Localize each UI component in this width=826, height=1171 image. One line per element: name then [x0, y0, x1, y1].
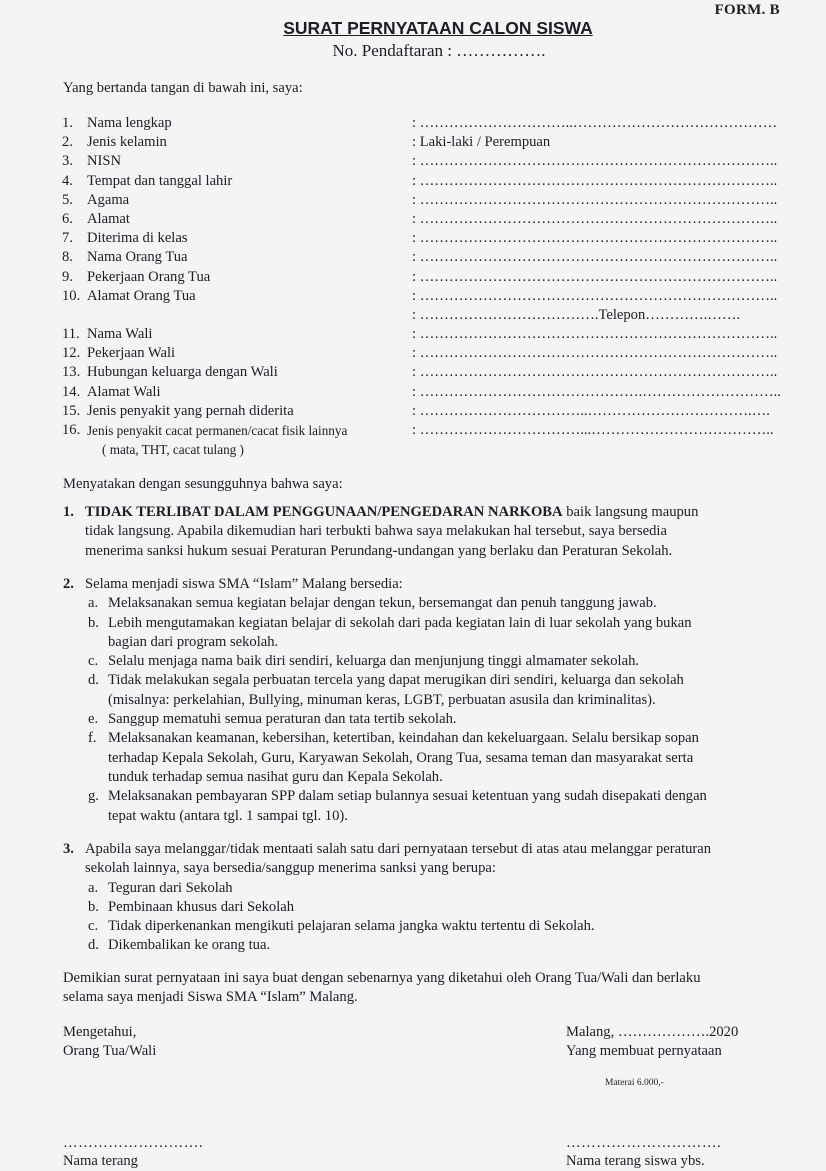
field-number: 5. — [62, 191, 73, 208]
field-value-input[interactable]: : ……………………………………………………………….. — [412, 268, 778, 285]
field-value-input[interactable]: : ……………………………………………………………….. — [412, 172, 778, 189]
field-label: Nama lengkap — [87, 115, 172, 131]
declaration-intro: Menyatakan dengan sesungguhnya bahwa saya: — [63, 476, 343, 492]
field-value-input[interactable]: : ……………………………………………………………….. — [412, 153, 778, 170]
field-number: 7. — [62, 230, 73, 247]
form-field-row — [62, 229, 807, 248]
form-field-row — [62, 133, 807, 152]
field-value-input[interactable]: : ……………………………………………………………….. — [412, 210, 778, 227]
stamp-duty-note: Materai 6.000,- — [605, 1078, 664, 1088]
field-value-input[interactable]: : ……………………………..…………………………….…. — [412, 402, 770, 419]
item-letter: e. — [88, 711, 99, 728]
item-text: Tidak melakukan segala perbuatan tercela yang dapat merugikan diri sendiri, keluarga dan sekolah — [108, 672, 684, 689]
sanction-item — [63, 879, 813, 898]
field-value-input[interactable]: : ……………………………...……………………………….. — [412, 422, 774, 438]
field-value-input[interactable]: : ……………………………………………………………….. — [412, 345, 778, 362]
form-field-row — [62, 172, 807, 191]
field-label: Alamat Wali — [87, 383, 161, 400]
field-label: Nama Wali — [87, 326, 153, 343]
field-label: NISN — [87, 153, 122, 170]
statement-3-line: Apabila saya melanggar/tidak mentaati salah satu dari pernyataan tersebut di atas atau melanggar peraturan — [85, 841, 712, 857]
item-letter: c. — [88, 653, 99, 670]
commitment-item — [63, 787, 813, 826]
item-letter: a. — [88, 879, 99, 896]
field-value-input[interactable]: : ……………………………………………………………….. — [412, 326, 778, 343]
field-number: 13. — [62, 364, 81, 381]
parent-guardian-label: Orang Tua/Wali — [63, 1043, 157, 1060]
statement-1-bold: TIDAK TERLIBAT DALAM PENGGUNAAN/PENGEDARAN NARKOBA — [85, 504, 563, 520]
field-label: Alamat Orang Tua — [87, 287, 196, 304]
field-number: 1. — [62, 115, 73, 131]
item-letter: c. — [88, 918, 99, 935]
sanction-item — [63, 898, 813, 917]
field-label: Alamat — [87, 210, 130, 227]
statement-2 — [63, 575, 813, 826]
identity-fields — [62, 114, 807, 459]
statement-1-line: tidak langsung. Apabila dikemudian hari terbukti bahwa saya melakukan hal tersebut, saya bersedia — [85, 523, 667, 540]
item-letter: f. — [88, 730, 97, 747]
place-date-field[interactable]: Malang, ……………….2020 — [566, 1024, 739, 1040]
field-label: Hubungan keluarga dengan Wali — [87, 364, 278, 381]
commitment-item — [63, 710, 813, 729]
field-value-input[interactable]: : Laki-laki / Perempuan — [412, 134, 551, 151]
closing-line: selama saya menjadi Siswa SMA “Islam” Malang. — [63, 989, 358, 1006]
form-field-row — [62, 363, 807, 382]
field-number: 9. — [62, 268, 73, 285]
item-letter: a. — [88, 595, 99, 612]
parent-name-label: Nama terang — [63, 1153, 138, 1169]
field-label: Jenis kelamin — [87, 134, 167, 151]
sanction-item — [63, 917, 813, 936]
field-number: 16. — [62, 422, 81, 438]
form-field-row — [62, 114, 807, 133]
sanction-item — [63, 936, 813, 955]
item-text: (misalnya: perkelahian, Bullying, minuman keras, LGBT, perbuatan asusila dan kriminalitas). — [108, 691, 656, 708]
item-letter: g. — [88, 788, 99, 805]
item-text: Selalu menjaga nama baik diri sendiri, keluarga dan menjunjung tinggi almamater sekolah. — [108, 653, 640, 670]
form-field-row — [62, 402, 807, 421]
signature-left-header — [63, 1023, 156, 1062]
field-number: 8. — [62, 249, 73, 266]
form-field-row — [62, 152, 807, 171]
field-number: 3. — [62, 153, 73, 170]
field-label: Tempat dan tanggal lahir — [87, 172, 233, 189]
closing-paragraph — [63, 969, 701, 1008]
field-value-input[interactable]: : ……………………………………………………………….. — [412, 249, 778, 266]
statement-1-rest: baik langsung maupun — [562, 504, 699, 520]
registration-number: No. Pendaftaran : ……………. — [332, 41, 546, 60]
item-text: tunduk terhadap semua nasihat guru dan Kepala Sekolah. — [108, 768, 443, 785]
student-name-label: Nama terang siswa ybs. — [566, 1153, 705, 1169]
form-field-row — [62, 191, 807, 210]
form-field-row — [62, 268, 807, 287]
field-value-input[interactable]: : ……………………………………………………………….. — [412, 191, 778, 208]
statement-number: 1. — [63, 504, 74, 520]
item-text: Tidak diperkenankan mengikuti pelajaran selama jangka waktu tertentu di Sekolah. — [108, 918, 595, 935]
field-label: Pekerjaan Orang Tua — [87, 268, 211, 285]
commitment-item — [63, 652, 813, 671]
item-text: Melaksanakan semua kegiatan belajar dengan tekun, bersemangat dan penuh tanggung jawab. — [108, 595, 657, 612]
field-label: Nama Orang Tua — [87, 249, 188, 266]
item-text: Melaksanakan pembayaran SPP dalam setiap bulannya sesuai ketentuan yang sudah disepakati dengan — [108, 788, 707, 805]
intro-text: Yang bertanda tangan di bawah ini, saya: — [63, 80, 303, 96]
commitment-item — [63, 671, 813, 710]
parent-signature-line[interactable]: ………………………. — [63, 1135, 203, 1151]
closing-line: Demikian surat pernyataan ini saya buat dengan sebenarnya yang diketahui oleh Orang Tua/Wali dan berlaku — [63, 970, 701, 986]
field-number: 12. — [62, 345, 81, 362]
item-text: terhadap Kepala Sekolah, Guru, Karyawan Sekolah, Orang Tua, sesama teman dan masyarakat serta — [108, 749, 694, 766]
item-text: Melaksanakan keamanan, kebersihan, ketertiban, keindahan dan kekeluargaan. Selalu bersikap sopan — [108, 730, 699, 747]
form-field-row — [62, 421, 807, 440]
field-number: 14. — [62, 383, 81, 400]
form-code: FORM. B — [714, 2, 780, 18]
statement-2-intro: Selama menjadi siswa SMA “Islam” Malang bersedia: — [85, 576, 403, 592]
statement-3 — [63, 840, 813, 956]
field-label: Agama — [87, 191, 130, 208]
acknowledged-label: Mengetahui, — [63, 1024, 137, 1040]
statement-3-line: sekolah lainnya, saya bersedia/sanggup menerima sanksi yang berupa: — [85, 860, 496, 877]
field-label: Diterima di kelas — [87, 230, 188, 247]
item-letter: b. — [88, 614, 99, 631]
field-number: 2. — [62, 134, 73, 151]
item-text: tepat waktu (antara tgl. 1 sampai tgl. 10). — [108, 807, 348, 824]
item-letter: d. — [88, 937, 99, 954]
form-field-row — [62, 210, 807, 229]
signature-right-header — [566, 1023, 738, 1062]
field-value-input[interactable]: : …………………………..…………………………………… — [412, 115, 778, 131]
document-title: SURAT PERNYATAAN CALON SISWA — [283, 18, 593, 38]
form-field-row — [62, 344, 807, 363]
declarant-label: Yang membuat pernyataan — [566, 1043, 722, 1060]
field-label: Pekerjaan Wali — [87, 345, 176, 362]
form-field-row — [62, 440, 807, 459]
field-value-input[interactable]: : ……………………………………………………………….. — [412, 364, 778, 381]
field-number: 4. — [62, 172, 73, 189]
statement-1-line: menerima sanksi hukum sesuai Peraturan Perundang-undangan yang berlaku dan Peraturan Sekolah. — [85, 542, 673, 559]
statement-1 — [63, 503, 813, 561]
commitment-item — [63, 594, 813, 613]
item-text: Pembinaan khusus dari Sekolah — [108, 898, 295, 915]
item-text: Teguran dari Sekolah — [108, 879, 233, 896]
field-value-input[interactable]: : ……………………………………………………………….. — [412, 230, 778, 247]
statement-number: 2. — [63, 576, 74, 592]
item-text: Sanggup mematuhi semua peraturan dan tata tertib sekolah. — [108, 711, 457, 728]
student-signature-line[interactable]: …………………………. — [566, 1135, 722, 1151]
field-value-input[interactable]: : ……………………………………….……………………….. — [412, 383, 781, 400]
field-value-input[interactable]: : ……………………………………………………………….. — [412, 287, 778, 304]
form-field-row — [62, 287, 807, 306]
field-number: 11. — [62, 326, 80, 343]
field-number: 6. — [62, 210, 73, 227]
item-text: Lebih mengutamakan kegiatan belajar di sekolah dari pada kegiatan lain di luar sekolah yang bukan — [108, 614, 692, 631]
field-label: Jenis penyakit yang pernah diderita — [87, 402, 294, 419]
field-number: 10. — [62, 287, 81, 304]
form-field-row — [62, 248, 807, 267]
commitment-item — [63, 729, 813, 787]
item-letter: d. — [88, 672, 99, 689]
commitment-item — [63, 614, 813, 653]
field-number: 15. — [62, 402, 81, 419]
form-field-row — [62, 306, 807, 325]
field-label: Jenis penyakit cacat permanen/cacat fisik lainnya — [87, 423, 348, 438]
item-text: Dikembalikan ke orang tua. — [108, 937, 271, 954]
field-value-input[interactable]: : ……………………………….Telepon………….……. — [412, 306, 741, 323]
item-text: bagian dari program sekolah. — [108, 633, 279, 650]
form-field-row — [62, 325, 807, 344]
form-field-row — [62, 383, 807, 402]
item-letter: b. — [88, 898, 99, 915]
statement-number: 3. — [63, 841, 74, 857]
field-label: ( mata, THT, cacat tulang ) — [102, 442, 244, 458]
